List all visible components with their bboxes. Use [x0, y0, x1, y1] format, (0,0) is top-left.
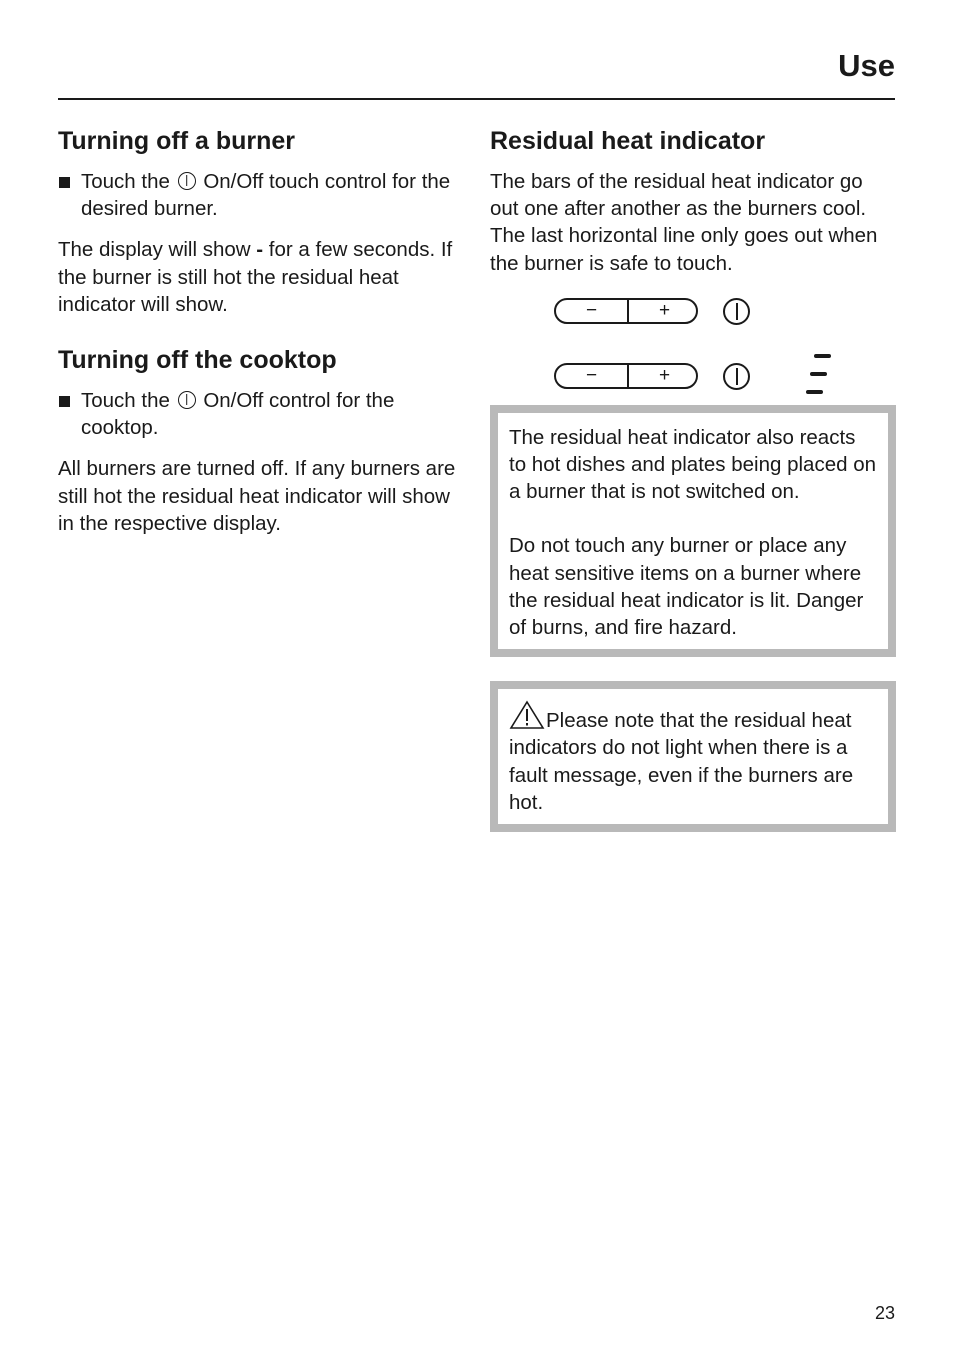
minus-symbol: −: [585, 364, 598, 386]
power-icon: [178, 172, 196, 190]
plus-symbol: +: [658, 364, 671, 386]
minus-plus-control: [554, 298, 698, 324]
display-info-paragraph: The display will show - for a few seconds. If the burner is still hot the residual heat indicator will show.: [58, 238, 453, 316]
display-dash-symbol: -: [256, 238, 264, 262]
power-icon: [723, 363, 750, 390]
heading-turning-off-cooktop: Turning off the cooktop: [58, 346, 337, 375]
control-row-1: [554, 297, 854, 327]
heading-turning-off-burner: Turning off a burner: [58, 127, 296, 155]
instruction-turn-off-burner: Touch the On/Off touch control for the desired burner.: [58, 168, 468, 222]
bullet-square-icon: [59, 396, 70, 407]
residual-heat-note-box: [490, 405, 896, 657]
header-rule: [58, 98, 895, 100]
page-number: 23: [874, 1303, 895, 1323]
instruction-turn-off-cooktop: Touch the On/Off control for the cooktop.: [58, 387, 468, 441]
warning-triangle-icon: [509, 700, 545, 730]
right-column: [490, 124, 896, 832]
bullet-square-icon: [59, 177, 70, 188]
power-icon: [723, 298, 750, 325]
heading-residual-heat-indicator: Residual heat indicator: [490, 127, 766, 155]
fault-warning-box: [490, 681, 896, 832]
note-paragraph-1: The residual heat indicator also reacts to hot dishes and plates being placed on a burner that is not switched on.: [509, 425, 876, 504]
control-row-2: [554, 362, 854, 392]
control-panel-diagram: [490, 293, 896, 405]
residual-heat-bars-icon: [804, 354, 834, 400]
plus-symbol: +: [658, 299, 671, 321]
page-title: Use: [838, 48, 895, 83]
minus-plus-control: [554, 363, 698, 389]
warning-paragraph: Please note that the residual heat indicators do not light when there is a fault message, even if the burners are hot.: [509, 700, 877, 816]
minus-symbol: −: [585, 299, 598, 321]
power-icon: [178, 391, 196, 409]
left-column: [58, 124, 468, 537]
cooktop-off-paragraph: All burners are turned off. If any burners are still hot the residual heat indicator will show in the respective display.: [58, 457, 456, 535]
residual-heat-intro: The bars of the residual heat indicator go out one after another as the burners cool. The last horizontal line only goes out when the burner is safe to touch.: [490, 170, 878, 275]
note-paragraph-2: Do not touch any burner or place any heat sensitive items on a burner where the residual heat indicator is lit. Danger of burns, and fire hazard.: [509, 534, 864, 640]
